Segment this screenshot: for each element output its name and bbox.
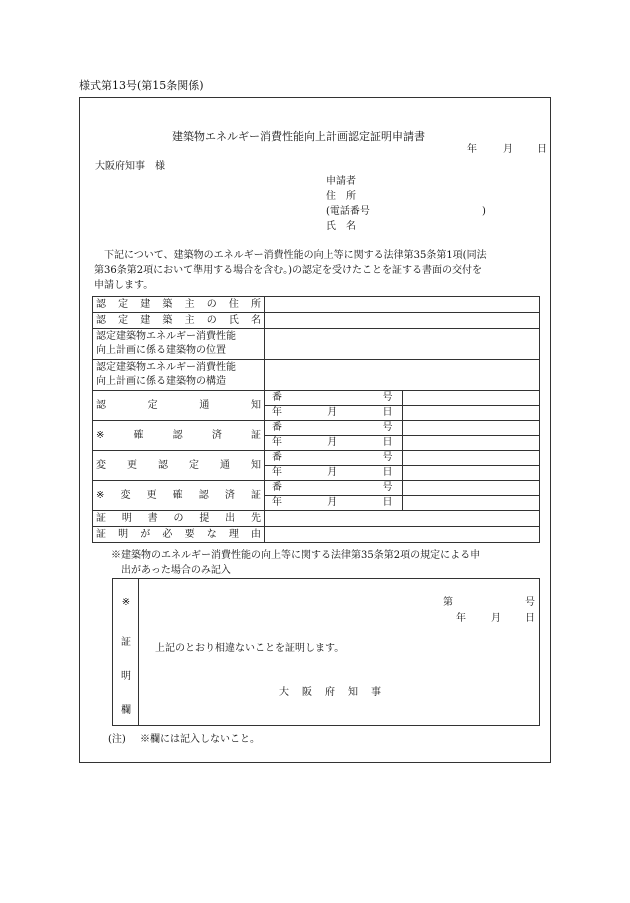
- application-table: [92, 296, 540, 543]
- cert-side-mark: ※: [121, 597, 131, 608]
- applicant-phone-open: (電話番号: [326, 206, 370, 217]
- body-line-3: 申請します。: [94, 280, 154, 291]
- change-approval-number-label: 番 号: [265, 451, 403, 466]
- note-line-2: 出があった場合のみ記入: [121, 565, 231, 576]
- label-building-structure: 認定建築物エネルギー消費性能 向上計画に係る建築物の構造: [93, 360, 265, 391]
- building-structure-field[interactable]: [265, 360, 540, 391]
- certification-side-label: [113, 579, 139, 725]
- label-reason: 証 明 が 必 要 な 理 由: [93, 527, 265, 543]
- confirmation-date-field[interactable]: [402, 436, 540, 451]
- owner-address-field[interactable]: [265, 297, 540, 313]
- body-line-2: 第36条第2項において準用する場合を含む。)の認定を受けたことを証する書面の交付を: [94, 265, 482, 276]
- submission-destination-field[interactable]: [265, 511, 540, 527]
- label-building-location: 認定建築物エネルギー消費性能 向上計画に係る建築物の位置: [93, 329, 265, 360]
- footnote-label: (注): [108, 734, 126, 745]
- change-confirmation-date-label: 年 月 日: [265, 496, 403, 511]
- cert-date-day: 日: [525, 613, 535, 624]
- body-line-1: 下記について、建築物のエネルギー消費性能の向上等に関する法律第35条第1項(同法: [94, 250, 487, 261]
- label-owner-address: 認 定 建 築 主 の 住 所: [93, 297, 265, 313]
- cert-number-prefix: 第: [443, 597, 453, 608]
- building-location-field[interactable]: [265, 329, 540, 360]
- change-approval-number-field[interactable]: [402, 451, 540, 466]
- label-change-confirmation-certificate: ※ 変 更 確 認 済 証: [93, 481, 265, 511]
- approval-notice-number-field[interactable]: [402, 391, 540, 406]
- confirmation-number-field[interactable]: [402, 421, 540, 436]
- label-owner-name: 認 定 建 築 主 の 氏 名: [93, 313, 265, 329]
- cert-side-char-2: 明: [121, 671, 131, 682]
- applicant-name: 氏 名: [326, 221, 356, 232]
- certification-box: [112, 578, 540, 726]
- label-approval-notice: 認 定 通 知: [93, 391, 265, 421]
- confirmation-number-label: 番 号: [265, 421, 403, 436]
- form-title: 建築物エネルギー消費性能向上計画認定証明申請書: [172, 130, 425, 143]
- owner-name-field[interactable]: [265, 313, 540, 329]
- form-number: 様式第13号(第15条関係): [79, 79, 204, 92]
- label-confirmation-certificate: ※ 確 認 済 証: [93, 421, 265, 451]
- approval-notice-date-label: 年 月 日: [265, 406, 403, 421]
- cert-date-month: 月: [491, 613, 501, 624]
- change-approval-date-label: 年 月 日: [265, 466, 403, 481]
- change-confirmation-number-label: 番 号: [265, 481, 403, 496]
- footnote-text: ※欄には記入しないこと。: [140, 734, 260, 745]
- cert-number-suffix: 号: [525, 597, 535, 608]
- applicant-phone-close: ): [482, 206, 486, 217]
- label-submission-destination: 証 明 書 の 提 出 先: [93, 511, 265, 527]
- note-line-1: ※建築物のエネルギー消費性能の向上等に関する法律第35条第2項の規定による申: [111, 550, 481, 561]
- date-year: 年: [467, 144, 477, 155]
- change-approval-date-field[interactable]: [402, 466, 540, 481]
- change-confirmation-number-field[interactable]: [402, 481, 540, 496]
- date-day: 日: [537, 144, 547, 155]
- applicant-address: 住 所: [326, 191, 356, 202]
- change-confirmation-date-field[interactable]: [402, 496, 540, 511]
- cert-statement: 上記のとおり相違ないことを証明します。: [155, 643, 345, 654]
- applicant-label: 申請者: [326, 176, 356, 187]
- reason-field[interactable]: [265, 527, 540, 543]
- approval-notice-number-label: 番 号: [265, 391, 403, 406]
- label-change-approval-notice: 変 更 認 定 通 知: [93, 451, 265, 481]
- cert-side-char-1: 証: [121, 637, 131, 648]
- cert-date-year: 年: [456, 613, 466, 624]
- cert-side-char-3: 欄: [121, 705, 131, 716]
- cert-governor: 大 阪 府 知 事: [279, 687, 381, 698]
- date-month: 月: [503, 144, 513, 155]
- confirmation-date-label: 年 月 日: [265, 436, 403, 451]
- addressee: 大阪府知事 様: [95, 161, 165, 172]
- approval-notice-date-field[interactable]: [402, 406, 540, 421]
